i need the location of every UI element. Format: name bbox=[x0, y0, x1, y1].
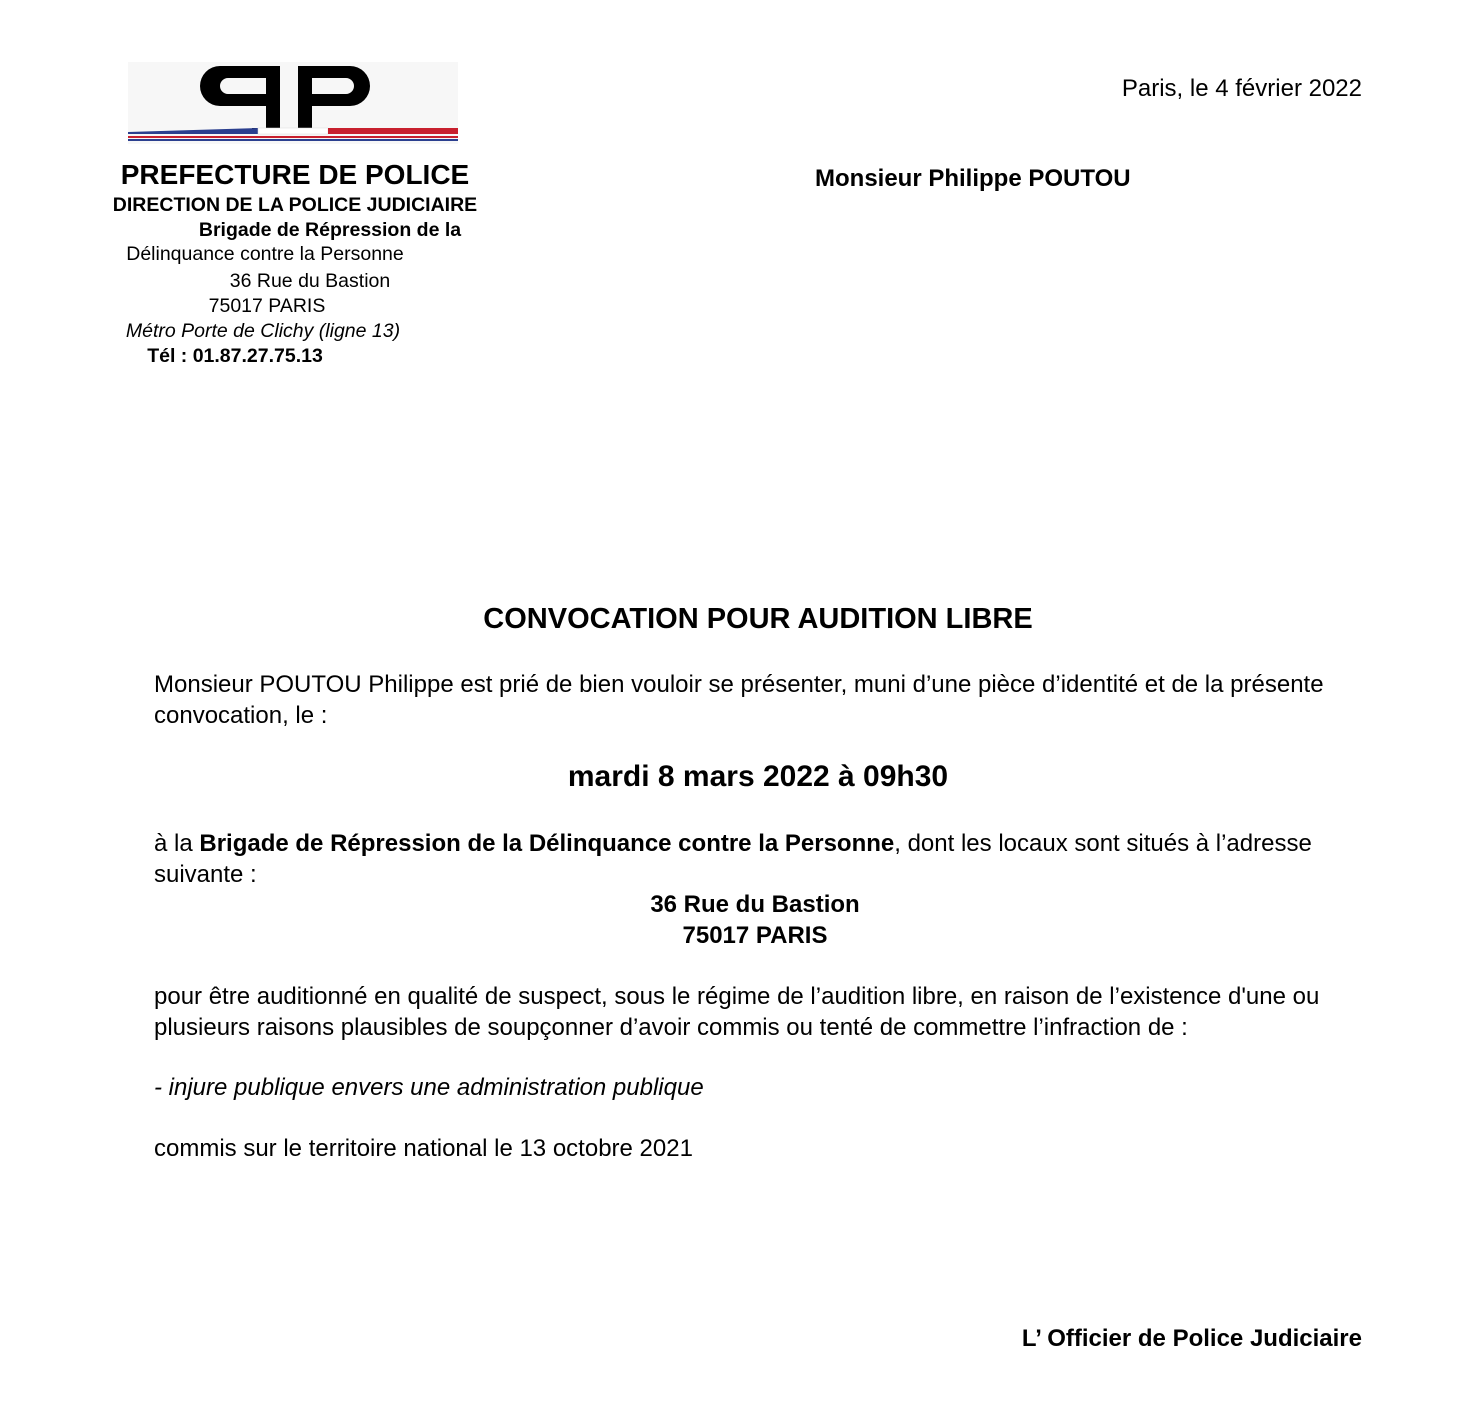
address-city: 75017 PARIS bbox=[682, 922, 828, 949]
location-prefix: à la bbox=[154, 830, 200, 857]
signature-title: L’ Officier de Police Judiciaire bbox=[1021, 1325, 1362, 1352]
logo-right-p-stem bbox=[298, 66, 312, 132]
location-paragraph bbox=[154, 829, 1374, 890]
direction-name: DIRECTION DE LA POLICE JUDICIAIRE bbox=[112, 194, 478, 216]
brigade-line-1: Brigade de Répression de la bbox=[198, 219, 462, 241]
logo-left-p-stem bbox=[266, 66, 280, 132]
location-suffix: , dont les locaux sont situés à l’adresse suivante : bbox=[154, 830, 1312, 888]
logo-red-stripe bbox=[328, 128, 458, 134]
header-phone: Tél : 01.87.27.75.13 bbox=[147, 345, 323, 367]
header-city: 75017 PARIS bbox=[208, 295, 326, 317]
intro-paragraph: Monsieur POUTOU Philippe est prié de bien vouloir se présenter, muni d’une pièce d’identité et de la présente convocation, le : bbox=[154, 671, 1324, 729]
header-metro: Métro Porte de Clichy (ligne 13) bbox=[125, 320, 401, 342]
prefecture-de-police-logo bbox=[128, 62, 458, 144]
recipient-name: Monsieur Philippe POUTOU bbox=[815, 165, 1131, 192]
letter-date: Paris, le 4 février 2022 bbox=[1121, 75, 1362, 102]
organization-name: PREFECTURE DE POLICE bbox=[120, 159, 470, 190]
header-street: 36 Rue du Bastion bbox=[229, 270, 391, 292]
committed-date-line: commis sur le territoire national le 13 octobre 2021 bbox=[154, 1135, 693, 1162]
purpose-paragraph: pour être auditionné en qualité de suspect, sous le régime de l’audition libre, en raison de l’existence d'une ou plusieurs raisons plausibles de soupçonner d’avoir commis ou tenté de commettre l’infraction de : bbox=[154, 983, 1320, 1041]
appointment-datetime: mardi 8 mars 2022 à 09h30 bbox=[567, 760, 949, 793]
offense-item: - injure publique envers une administration publique bbox=[154, 1074, 704, 1101]
document-title: CONVOCATION POUR AUDITION LIBRE bbox=[483, 603, 1033, 635]
location-name: Brigade de Répression de la Délinquance contre la Personne bbox=[199, 830, 895, 857]
address-street: 36 Rue du Bastion bbox=[650, 891, 860, 918]
brigade-line-2: Délinquance contre la Personne bbox=[126, 243, 404, 265]
